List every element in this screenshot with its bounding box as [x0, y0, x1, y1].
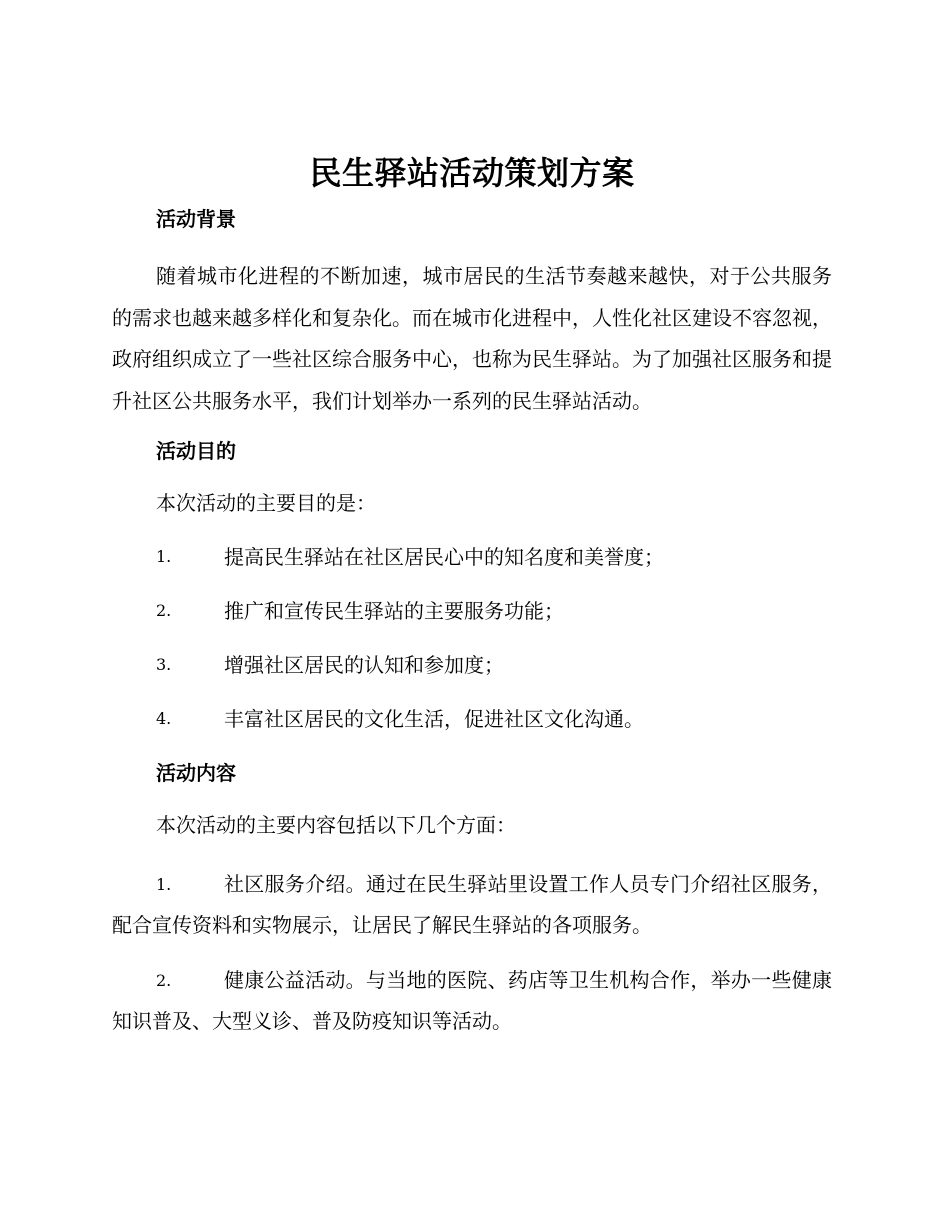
content-list-item [112, 960, 832, 1042]
purpose-list-item [112, 704, 832, 734]
list-number: 2. [156, 971, 172, 990]
purpose-intro: 本次活动的主要目的是： [156, 491, 376, 515]
purpose-list-item [112, 542, 832, 572]
list-number: 2. [156, 601, 172, 620]
purpose-list-item [112, 596, 832, 626]
section-heading-content: 活动内容 [156, 761, 236, 785]
list-item-text: 推广和宣传民生驿站的主要服务功能； [224, 599, 564, 623]
list-number: 1. [156, 547, 172, 566]
section-heading-purpose: 活动目的 [156, 439, 236, 463]
purpose-list-item [112, 650, 832, 680]
content-list-item [112, 864, 832, 946]
content-intro: 本次活动的主要内容包括以下几个方面： [156, 813, 516, 837]
list-item-text: 丰富社区居民的文化生活，促进社区文化沟通。 [224, 707, 644, 731]
list-number: 1. [156, 875, 172, 894]
list-item-text: 健康公益活动。与当地的医院、药店等卫生机构合作，举办一些健康知识普及、大型义诊、普及防疫知识等活动。 [112, 968, 832, 1033]
document-title: 民生驿站活动策划方案 [309, 154, 635, 192]
document-body [112, 150, 832, 1056]
list-number: 4. [156, 709, 172, 728]
list-item-text: 增强社区居民的认知和参加度； [224, 653, 504, 677]
list-item-text: 提高民生驿站在社区居民心中的知名度和美誉度； [224, 545, 664, 569]
list-number: 3. [156, 655, 172, 674]
background-paragraph: 随着城市化进程的不断加速，城市居民的生活节奏越来越快，对于公共服务的需求也越来越多样化和复杂化。而在城市化进程中，人性化社区建设不容忽视，政府组织成立了一些社区综合服务中心，也称为民生驿站。为了加强社区服务和提升社区公共服务水平，我们计划举办一系列的民生驿站活动。 [112, 264, 832, 413]
list-item-text: 社区服务介绍。通过在民生驿站里设置工作人员专门介绍社区服务，配合宣传资料和实物展示，让居民了解民生驿站的各项服务。 [112, 872, 832, 937]
section-heading-background: 活动背景 [156, 207, 236, 231]
